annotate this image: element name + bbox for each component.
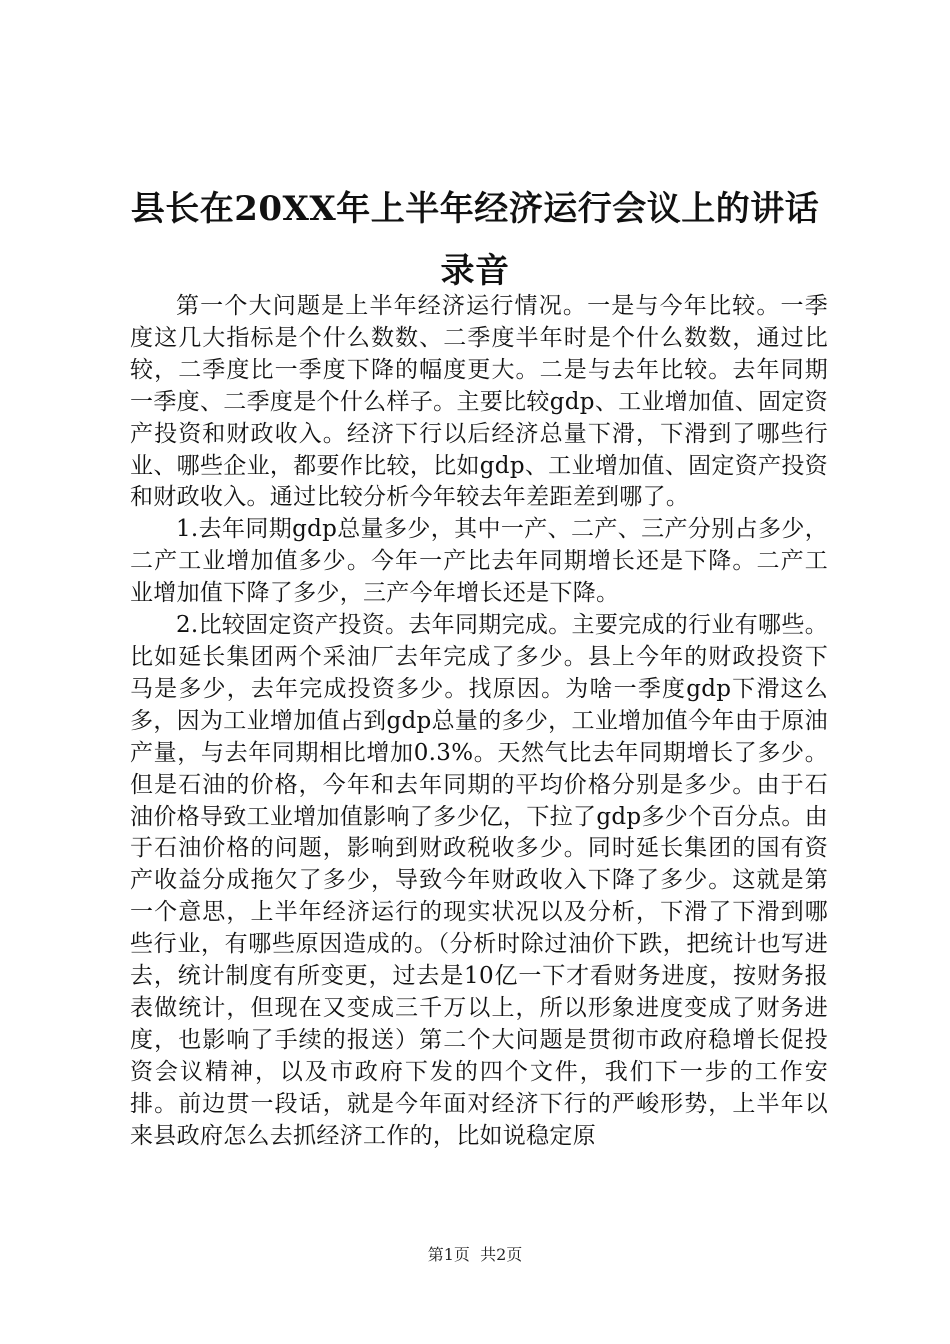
document-body xyxy=(130,291,828,1152)
paragraph-1: 第一个大问题是上半年经济运行情况。一是与今年比较。一季度这几大指标是个什么数数、二季度半年时是个什么数数，通过比较，二季度比一季度下降的幅度更大。二是与去年比较。去年同期一季度、二季度是个什么样子。主要比较gdp、工业增加值、固定资产投资和财政收入。经济下行以后经济总量下滑，下滑到了哪些行业、哪些企业，都要作比较，比如gdp、工业增加值、固定资产投资和财政收入。通过比较分析今年较去年差距差到哪了。 xyxy=(130,293,828,511)
page-footer xyxy=(0,1244,950,1266)
page-number: 第1页 共2页 xyxy=(427,1245,523,1264)
title-line-1: 县长在20XX年上半年经济运行会议上的讲话 xyxy=(130,189,820,229)
paragraph-3: 2.比较固定资产投资。去年同期完成。主要完成的行业有哪些。比如延长集团两个采油厂去年完成了多少。县上今年的财政投资下马是多少，去年完成投资多少。找原因。为啥一季度gdp下滑这么多，因为工业增加值占到gdp总量的多少，工业增加值今年由于原油产量，与去年同期相比增加0.3%。天然气比去年同期增长了多少。但是石油的价格，今年和去年同期的平均价格分别是多少。由于石油价格导致工业增加值影响了多少亿，下拉了gdp多少个百分点。由于石油价格的问题，影响到财政税收多少。同时延长集团的国有资产收益分成拖欠了多少，导致今年财政收入下降了多少。这就是第一个意思，上半年经济运行的现实状况以及分析，下滑了下滑到哪些行业，有哪些原因造成的。（分析时除过油价下跌，把统计也写进去，统计制度有所变更，过去是10亿一下才看财务进度，按财务报表做统计，但现在又变成三千万以上，所以形象进度变成了财务进度，也影响了手续的报送）第二个大问题是贯彻市政府稳增长促投资会议精神，以及市政府下发的四个文件，我们下一步的工作安排。前边贯一段话，就是今年面对经济下行的严峻形势，上半年以来县政府怎么去抓经济工作的，比如说稳定原 xyxy=(130,612,828,1149)
paragraph-2: 1.去年同期gdp总量多少，其中一产、二产、三产分别占多少，二产工业增加值多少。今年一产比去年同期增长还是下降。二产工业增加值下降了多少，三产今年增长还是下降。 xyxy=(130,516,828,607)
title-line-2: 录音 xyxy=(440,251,510,291)
document-title xyxy=(0,178,950,302)
